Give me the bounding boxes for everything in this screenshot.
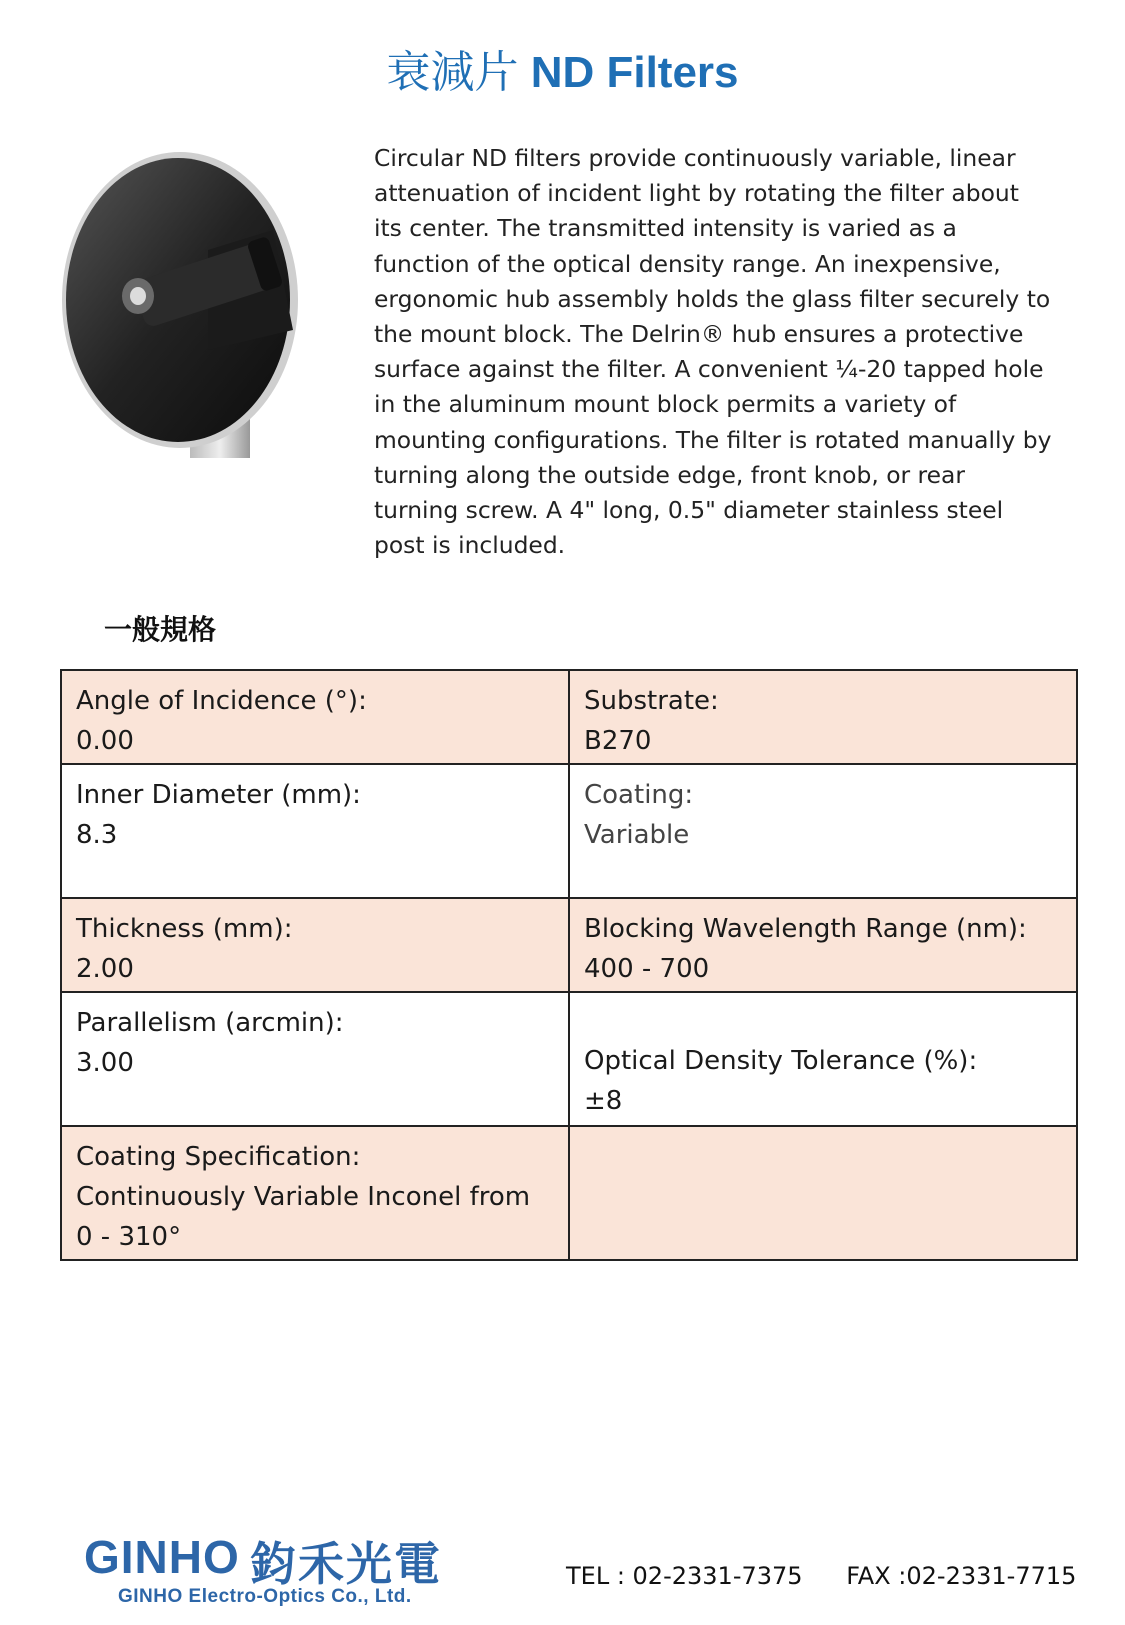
- company-logo-cjk: 鈞禾光電: [250, 1537, 442, 1591]
- page-title: [0, 36, 1125, 100]
- product-description: Circular ND filters provide continuously variable, linear attenuation of incident light by rotating the filter about its center. The transmitted intensity is varied as a function of the optical density range. An inexpensive, ergonomic hub assembly holds the glass filter securely to the mount block. The Delrin® hub ensures a protective surface against the filter. A convenient ¼-20 tapped hole in the aluminum mount block permits a variety of mounting configurations. The filter is rotated manually by turning along the outside edge, front knob, or rear turning screw. A 4" long, 0.5" diameter stainless steel post is included.: [374, 144, 1052, 560]
- spec-row: [61, 764, 1077, 898]
- product-photo: [58, 150, 338, 460]
- spec-row: [61, 670, 1077, 764]
- contact-info: [566, 1562, 1112, 1590]
- spec-label: Optical Density Tolerance (%):: [584, 1046, 978, 1076]
- spec-label: Substrate:: [584, 686, 719, 716]
- spec-row: [61, 992, 1077, 1126]
- spec-value: 400 - 700: [584, 954, 710, 984]
- spec-value: 8.3: [76, 820, 118, 850]
- spec-cell: [569, 992, 1077, 1126]
- spec-value: ±8: [584, 1086, 623, 1116]
- spec-label: Coating:: [584, 780, 694, 810]
- company-logo-word: GINHO: [84, 1531, 240, 1583]
- footer: [0, 1530, 1125, 1610]
- fax-number: FAX :02-2331-7715: [846, 1562, 1077, 1590]
- spec-value: 2.00: [76, 954, 134, 984]
- spec-value: Variable: [584, 820, 690, 850]
- spec-label: Coating Specification:: [76, 1142, 361, 1172]
- spec-cell: [61, 1126, 569, 1260]
- spec-cell: [61, 670, 569, 764]
- spec-cell: [61, 992, 569, 1126]
- spec-label: Inner Diameter (mm):: [76, 780, 361, 810]
- spec-label: Angle of Incidence (°):: [76, 686, 367, 716]
- page-title-en: ND Filters: [530, 48, 739, 97]
- page-title-cjk: 衰減片: [386, 47, 519, 98]
- company-name: GINHO Electro-Optics Co., Ltd.: [118, 1586, 412, 1607]
- spec-label: Parallelism (arcmin):: [76, 1008, 344, 1038]
- spec-value: 3.00: [76, 1048, 134, 1078]
- spec-value: B270: [584, 726, 652, 756]
- section-heading: 一般規格: [104, 613, 217, 646]
- spec-value: Continuously Variable Inconel from 0 - 310°: [76, 1182, 531, 1252]
- spec-label: Thickness (mm):: [76, 914, 293, 944]
- spec-label: Blocking Wavelength Range (nm):: [584, 914, 1027, 944]
- spec-cell-empty: [569, 1126, 1077, 1260]
- spec-cell: [569, 670, 1077, 764]
- phone-number: TEL : 02-2331-7375: [566, 1562, 803, 1590]
- spec-value: 0.00: [76, 726, 134, 756]
- spec-row: [61, 898, 1077, 992]
- spec-cell: [569, 764, 1077, 898]
- spec-table: [60, 669, 1078, 1261]
- spec-cell: [61, 764, 569, 898]
- spec-cell: [569, 898, 1077, 992]
- spec-row: [61, 1126, 1077, 1260]
- spec-cell: [61, 898, 569, 992]
